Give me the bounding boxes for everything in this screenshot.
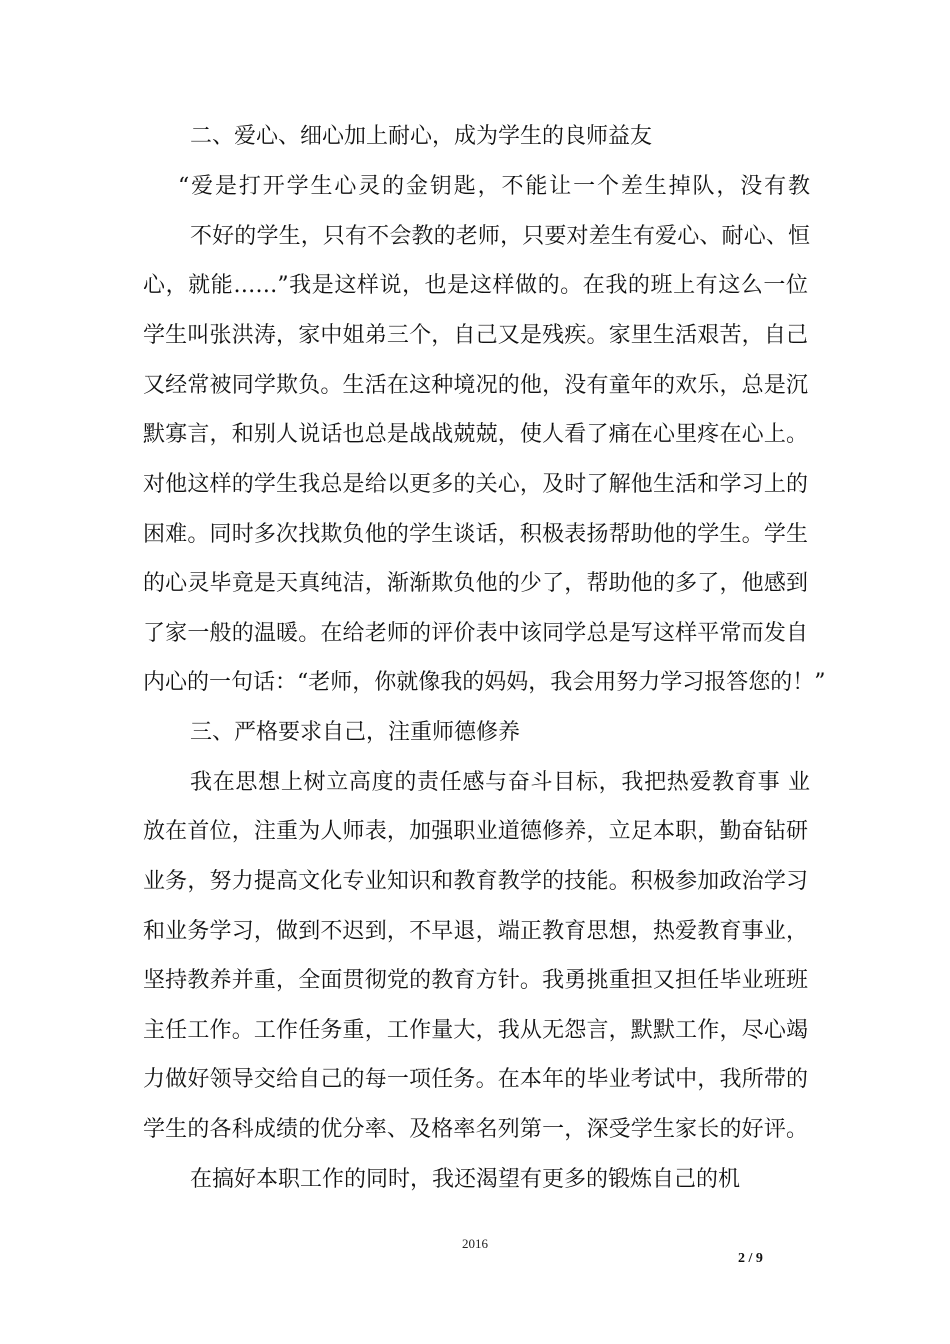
paragraph-line: 不好的学生，只有不会教的老师，只要对差生有爱心、耐心、恒: [190, 224, 810, 249]
paragraph-line: 默寡言，和别人说话也总是战战兢兢，使人看了痛在心里疼在心上。: [143, 422, 808, 447]
paragraph-line: 力做好领导交给自己的每一项任务。在本年的毕业考试中，我所带的: [143, 1067, 808, 1092]
paragraph-line: 学生叫张洪涛，家中姐弟三个，自己又是残疾。家里生活艰苦，自己: [143, 323, 808, 348]
paragraph-line: 业务，努力提高文化专业知识和教育教学的技能。积极参加政治学习: [143, 869, 808, 894]
paragraph-line: 内心的一句话：“老师，你就像我的妈妈，我会用努力学习报答您的！”: [143, 670, 826, 695]
paragraph-line: 放在首位，注重为人师表，加强职业道德修养，立足本职，勤奋钻研: [143, 819, 808, 844]
paragraph-line: 对他这样的学生我总是给以更多的关心，及时了解他生活和学习上的: [143, 472, 808, 497]
paragraph-line: 了家一般的温暖。在给老师的评价表中该同学总是写这样平常而发自: [143, 621, 808, 646]
section-heading-3: 三、严格要求自己，注重师德修养: [190, 720, 521, 745]
paragraph-line: 的心灵毕竟是天真纯洁，渐渐欺负他的少了，帮助他的多了，他感到: [143, 571, 808, 596]
paragraph-line: “爱是打开学生心灵的金钥匙，不能让一个差生掉队，没有教: [178, 174, 810, 199]
footer-year: 2016: [462, 1236, 488, 1251]
paragraph-line: 心，就能……”我是这样说，也是这样做的。在我的班上有这么一位: [143, 273, 808, 298]
paragraph-line: 主任工作。工作任务重，工作量大，我从无怨言，默默工作，尽心竭: [143, 1018, 808, 1043]
paragraph-line: 在搞好本职工作的同时，我还渴望有更多的锻炼自己的机: [190, 1167, 741, 1192]
paragraph-line: 又经常被同学欺负。生活在这种境况的他，没有童年的欢乐，总是沉: [143, 373, 808, 398]
paragraph-line: 学生的各科成绩的优分率、及格率名列第一，深受学生家长的好评。: [143, 1117, 808, 1142]
paragraph-line: 和业务学习，做到不迟到，不早退，端正教育思想，热爱教育事业，: [143, 919, 808, 944]
paragraph-line: 坚持教养并重，全面贯彻党的教育方针。我勇挑重担又担任毕业班班: [143, 968, 808, 993]
paragraph-line: 困难。同时多次找欺负他的学生谈话，积极表扬帮助他的学生。学生: [143, 522, 808, 547]
section-heading-2: 二、爱心、细心加上耐心，成为学生的良师益友: [190, 124, 653, 149]
page-number: 2 / 9: [738, 1251, 763, 1266]
paragraph-line: 我在思想上树立高度的责任感与奋斗目标，我把热爱教育事 业: [190, 770, 810, 795]
